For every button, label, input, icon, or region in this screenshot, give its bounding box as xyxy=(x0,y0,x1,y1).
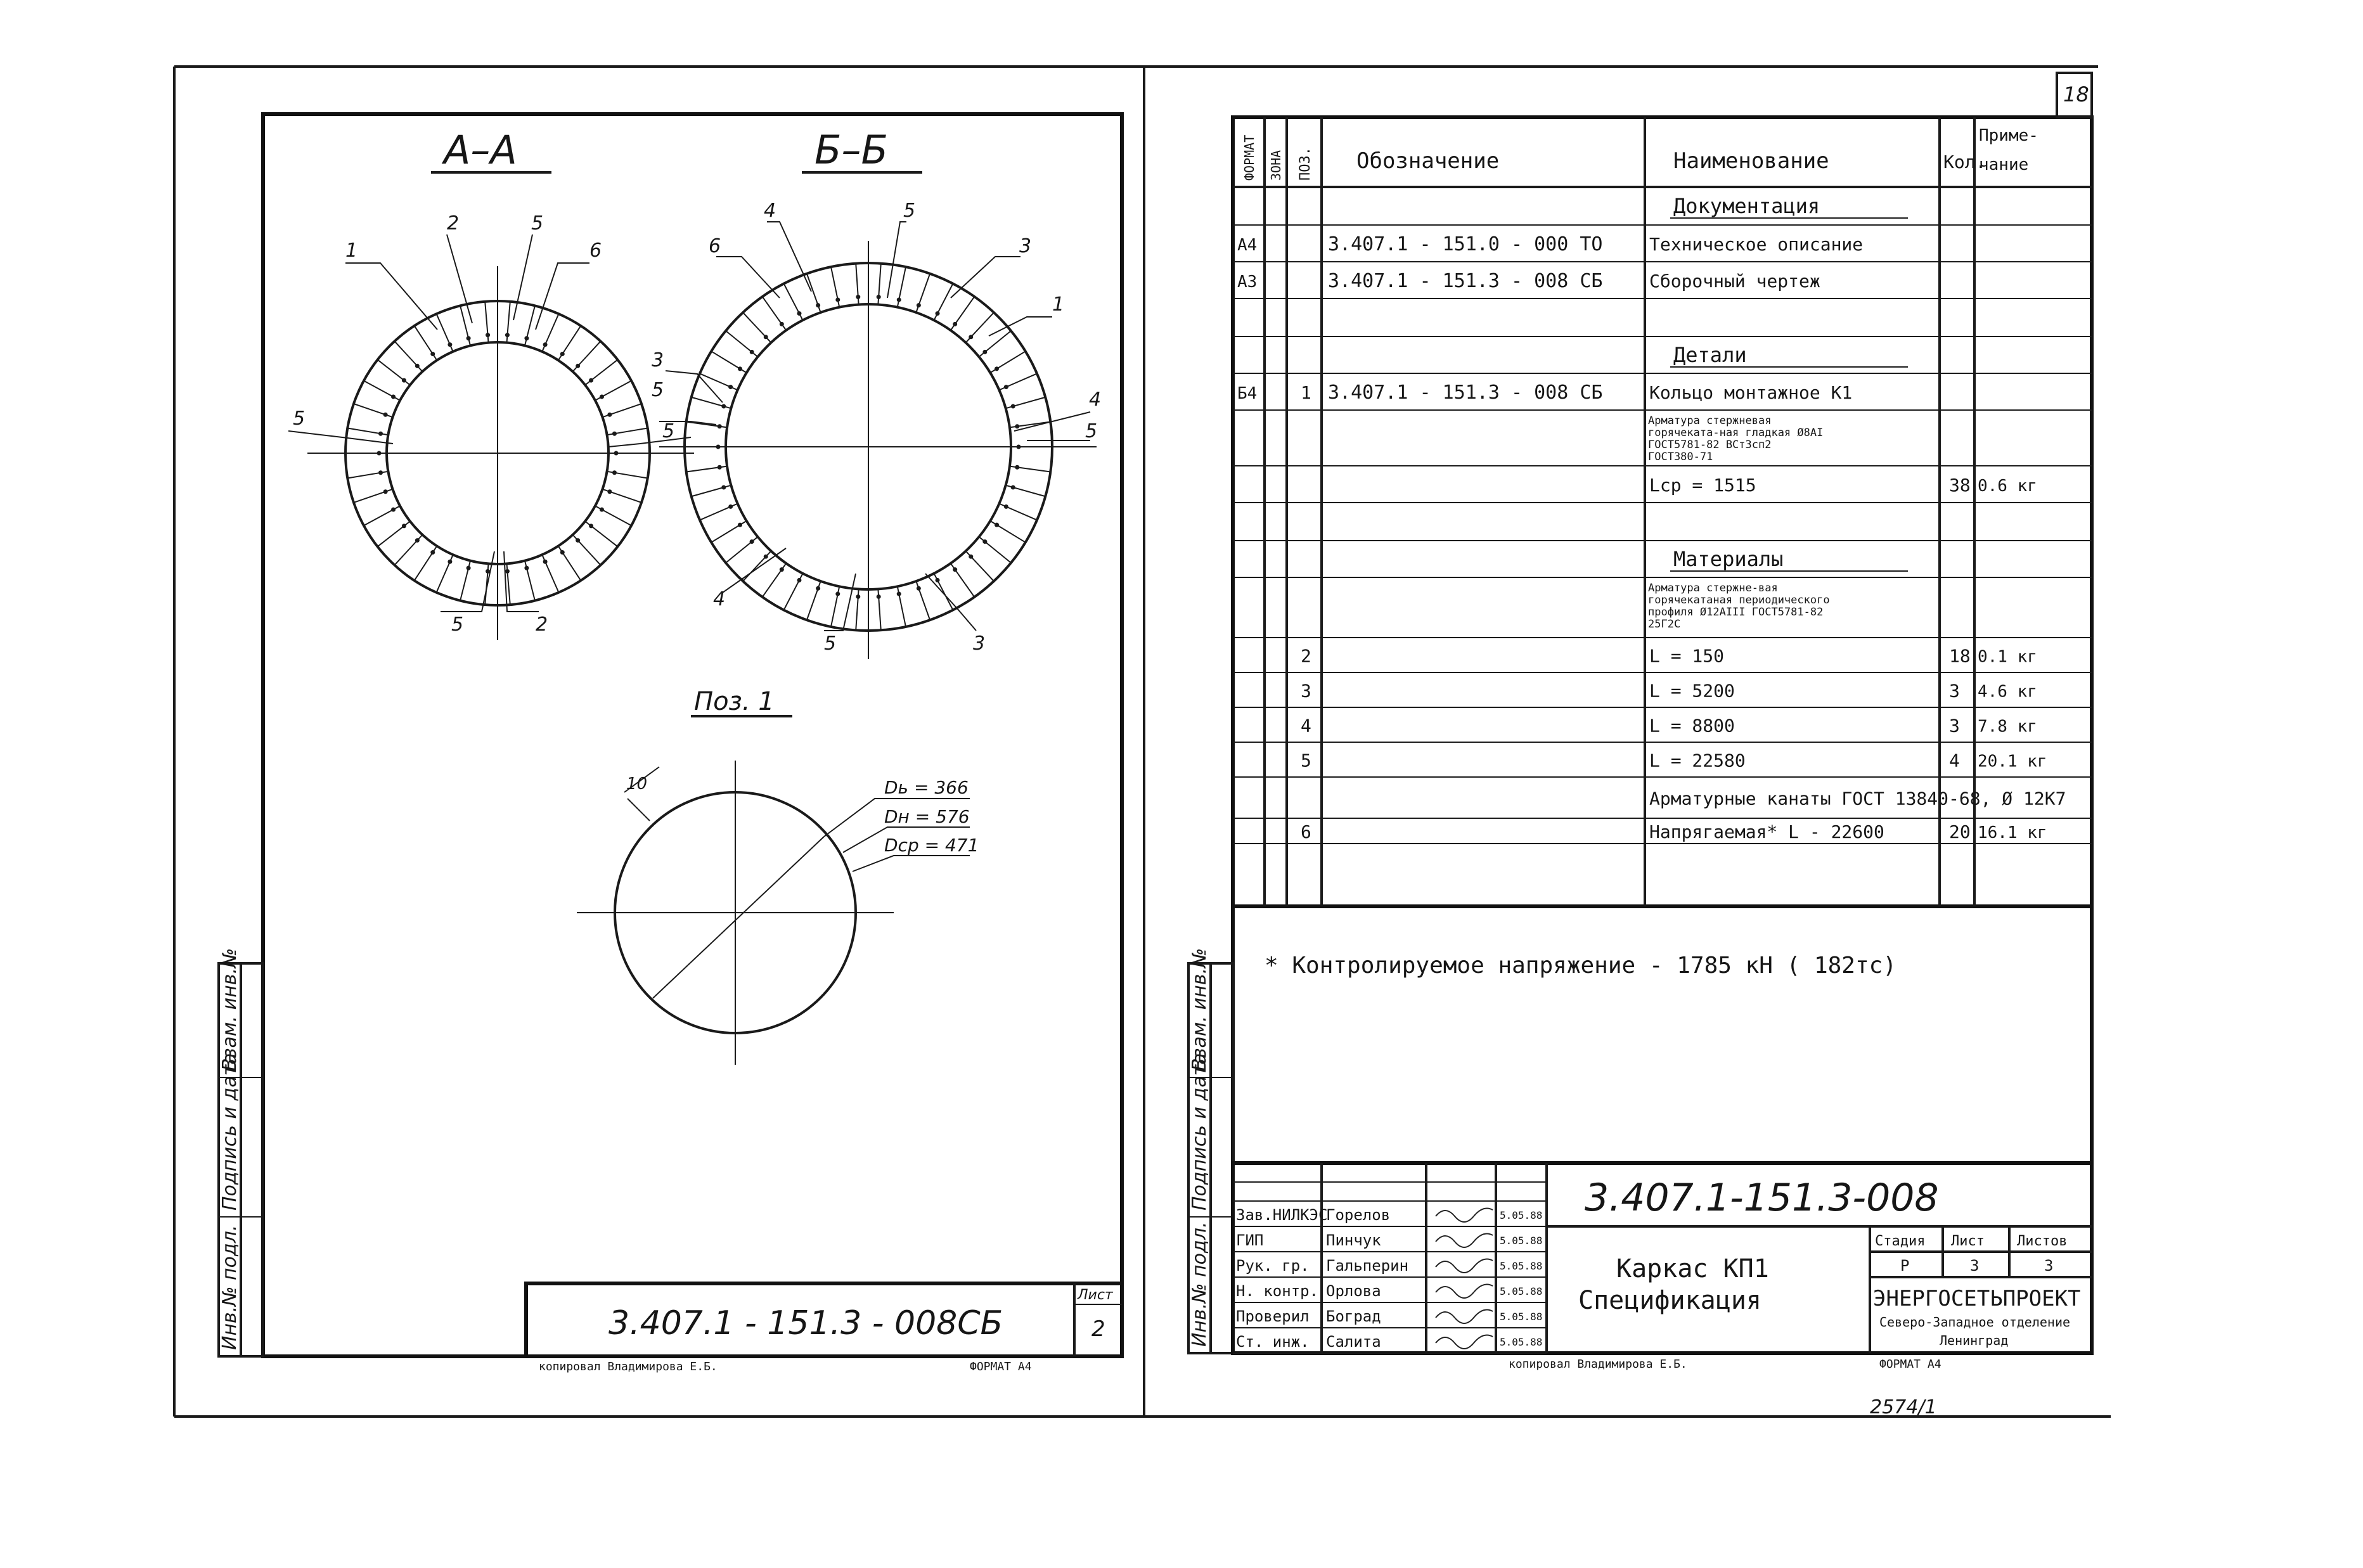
aa-bar-dot xyxy=(505,333,510,337)
left-side-strip xyxy=(219,948,263,1356)
bb-bar-dot xyxy=(982,539,987,544)
aa-bar-dot xyxy=(430,352,435,356)
bb-bar-dot xyxy=(835,592,840,596)
footnote: * Контролируемое напряжение - 1785 кН ( 182тс) xyxy=(1265,953,1896,979)
row-note: 20.1 кг xyxy=(1978,752,2047,771)
tb-name-1: Каркас КП1 xyxy=(1616,1254,1769,1283)
bb-bar-dot xyxy=(738,366,742,371)
row-name-small: Арматура стержневая xyxy=(1648,414,1772,427)
left-format: ФОРМАТ А4 xyxy=(970,1360,1032,1373)
aa-leader-5-right: 5 xyxy=(662,420,675,442)
tb-role: Зав.НИЛКЭС xyxy=(1236,1206,1328,1224)
bb-leader-3-left: 3 xyxy=(652,349,664,371)
spec-rows xyxy=(1237,194,2066,842)
row-designation: 3.407.1 - 151.3 - 008 СБ xyxy=(1328,270,1603,292)
bb-bar-dot xyxy=(897,297,901,302)
tb-date: 5.05.88 xyxy=(1500,1285,1543,1297)
aa-bar-dot xyxy=(560,352,565,356)
row-section-heading: Детали xyxy=(1673,343,1747,367)
tb-person: Боград xyxy=(1326,1308,1381,1325)
tb-sheet: 3 xyxy=(1970,1257,1980,1275)
aa-bar-dot xyxy=(415,538,420,543)
row-name-small: Арматура стержне-вая xyxy=(1648,582,1778,594)
aa-bar-dot xyxy=(391,508,396,512)
row-pos: 5 xyxy=(1301,750,1311,771)
bb-bar-dot xyxy=(718,465,722,470)
tb-org: ЭНЕРГОСЕТЬПРОЕКТ xyxy=(1873,1286,2081,1311)
section-bb xyxy=(652,127,1101,659)
bb-leader-4-right: 4 xyxy=(1089,389,1102,411)
row-designation: 3.407.1 - 151.0 - 000 ТО xyxy=(1328,233,1603,255)
bb-bar-dot xyxy=(936,578,940,582)
bb-bar-dot xyxy=(1011,485,1015,489)
aa-leader-5-bottom: 5 xyxy=(451,614,464,636)
aa-leader-5-left: 5 xyxy=(293,408,306,430)
bb-bar-dot xyxy=(982,350,987,354)
row-name: Сборочный чертеж xyxy=(1649,271,1820,292)
tb-person: Гальперин xyxy=(1326,1257,1409,1275)
bb-bar-dot xyxy=(969,555,973,559)
row-name: Напрягаемая* L - 22600 xyxy=(1649,821,1884,842)
sheet-corner-number: 18 xyxy=(2063,82,2089,106)
hdr-zone: ЗОНА xyxy=(1268,150,1284,181)
bb-leader-5-top: 5 xyxy=(903,200,916,222)
tb-role: ГИП xyxy=(1236,1231,1264,1249)
tb-sheets: 3 xyxy=(2044,1257,2054,1275)
aa-bar-dot xyxy=(447,342,452,347)
aa-bar-dot xyxy=(543,560,548,564)
side-label-vzam: Взам. инв.№ xyxy=(219,948,241,1071)
aa-leader-1: 1 xyxy=(345,240,358,262)
tb-signature xyxy=(1436,1310,1493,1323)
aa-bar-dot xyxy=(402,378,406,383)
position-1-detail xyxy=(577,687,979,1065)
bb-bar-dot xyxy=(738,523,742,527)
bb-leader-5-right: 5 xyxy=(1085,420,1098,442)
aa-leader-2-bottom: 2 xyxy=(536,614,548,636)
bb-bar-dot xyxy=(728,385,733,389)
archive-number: 2574/1 xyxy=(1870,1396,1937,1418)
dim-d-out: Dь = 366 xyxy=(884,777,969,798)
hdr-qty: Кол. xyxy=(1943,151,1986,172)
bb-bar-dot xyxy=(750,350,754,354)
bb-bar-dot xyxy=(1015,465,1019,470)
title-block xyxy=(1233,1163,2092,1418)
row-format: Б4 xyxy=(1237,384,1258,403)
bb-bar-dot xyxy=(953,322,957,326)
bb-bar-dot xyxy=(917,303,921,307)
left-stamp xyxy=(526,1283,1122,1373)
bb-leader-3-bottom: 3 xyxy=(973,633,986,655)
bb-bar-dot xyxy=(797,578,801,582)
aa-bar-dot xyxy=(402,524,406,528)
bb-bar-dot xyxy=(750,539,754,544)
row-qty: 20 xyxy=(1949,821,1971,842)
row-name-small: 25Г2С xyxy=(1648,618,1681,631)
row-section-heading: Материалы xyxy=(1673,547,1784,571)
row-name-small: профиля Ø12АIII ГОСТ5781-82 xyxy=(1648,606,1824,619)
row-format: А3 xyxy=(1237,273,1258,292)
bb-leader-5-left: 5 xyxy=(652,379,664,401)
tb-sheets-label: Листов xyxy=(2017,1233,2068,1249)
aa-bar-dot xyxy=(589,378,593,383)
bb-bar-dot xyxy=(897,592,901,596)
bb-bar-dot xyxy=(995,523,999,527)
aa-bar-dot xyxy=(524,336,529,340)
aa-bar-dot xyxy=(391,394,396,399)
bb-bar-dot xyxy=(835,297,840,302)
bb-bar-dot xyxy=(721,404,726,409)
row-name: L = 22580 xyxy=(1649,750,1746,771)
tb-date: 5.05.88 xyxy=(1500,1235,1543,1247)
tb-stage-label: Стадия xyxy=(1875,1233,1926,1249)
aa-bar-dot xyxy=(505,569,510,574)
side-label-sign: Подпись и дата xyxy=(219,1053,241,1211)
tb-person: Горелов xyxy=(1326,1206,1391,1224)
row-pos: 1 xyxy=(1301,382,1311,403)
pos1-title: Поз. 1 xyxy=(694,687,775,716)
tb-date: 5.05.88 xyxy=(1500,1209,1543,1221)
row-pos: 3 xyxy=(1301,680,1311,702)
tb-sheet-label: Лист xyxy=(1951,1233,1985,1249)
bb-bar-dot xyxy=(764,335,768,339)
aa-bar-dot xyxy=(607,489,612,494)
aa-bar-dot xyxy=(378,432,383,436)
left-stamp-title: 3.407.1 - 151.3 - 008СБ xyxy=(608,1304,1003,1342)
tb-org-sub2: Ленинград xyxy=(1940,1333,2009,1348)
tb-signature xyxy=(1436,1209,1493,1222)
aa-bar-dot xyxy=(589,524,593,528)
tb-signature xyxy=(1436,1259,1493,1273)
left-stamp-sheet-label: Лист xyxy=(1078,1287,1113,1303)
row-name-small: ГОСТ380-71 xyxy=(1648,451,1713,463)
bb-leader-5-bottom: 5 xyxy=(824,633,837,655)
tb-person: Салита xyxy=(1326,1333,1381,1351)
row-note: 4.6 кг xyxy=(1978,682,2037,702)
aa-bar-dot xyxy=(543,342,548,347)
aa-bar-dot xyxy=(383,413,388,417)
bb-leader-3-top: 3 xyxy=(1019,235,1032,257)
dim-d-sr: Dср = 471 xyxy=(884,835,979,856)
aa-bar-dot xyxy=(612,432,617,436)
row-note: 0.6 кг xyxy=(1978,477,2037,496)
hdr-format: ФОРМАТ xyxy=(1242,134,1257,181)
row-designation: 3.407.1 - 151.3 - 008 СБ xyxy=(1328,382,1603,404)
section-bb-title: Б–Б xyxy=(814,127,889,173)
tb-stage: Р xyxy=(1900,1257,1910,1275)
hdr-pos: ПОЗ. xyxy=(1297,147,1313,181)
row-name-small: ГОСТ5781-82 ВСт3сп2 xyxy=(1648,439,1772,451)
bb-bar-dot xyxy=(877,594,881,599)
row-note: 16.1 кг xyxy=(1978,823,2047,842)
row-qty: 38 xyxy=(1949,475,1971,496)
aa-bar-dot xyxy=(576,538,580,543)
left-copied-by: копировал Владимирова Е.Б. xyxy=(539,1360,718,1373)
bb-bar-dot xyxy=(1011,404,1015,409)
tb-role: Рук. гр. xyxy=(1236,1257,1310,1275)
tb-role: Ст. инж. xyxy=(1236,1333,1310,1351)
right-copied-by: копировал Владимирова Е.Б. xyxy=(1509,1358,1687,1371)
tb-date: 5.05.88 xyxy=(1500,1260,1543,1272)
right-format: ФОРМАТ А4 xyxy=(1879,1358,1941,1371)
aa-leader-6: 6 xyxy=(589,240,602,262)
hdr-designation: Обозначение xyxy=(1356,148,1500,174)
aa-bar-dot xyxy=(576,364,580,368)
row-pos: 6 xyxy=(1301,821,1311,842)
aa-bar-dot xyxy=(467,336,471,340)
aa-bar-dot xyxy=(467,566,471,570)
tb-person: Пинчук xyxy=(1326,1231,1381,1249)
row-format: А4 xyxy=(1237,236,1258,255)
tb-org-sub1: Северо-Западное отделение xyxy=(1879,1314,2071,1330)
bb-bar-dot xyxy=(856,594,860,599)
row-name: L = 5200 xyxy=(1649,680,1735,702)
section-aa xyxy=(288,127,694,640)
row-section-heading: Документация xyxy=(1673,194,1820,218)
bb-bar-dot xyxy=(936,311,940,316)
bb-bar-dot xyxy=(721,485,726,489)
bb-leader-4-bottom: 4 xyxy=(713,588,726,610)
row-pos: 2 xyxy=(1301,645,1311,667)
bb-bar-dot xyxy=(764,555,768,559)
dim-d-n: Dн = 576 xyxy=(884,806,970,827)
row-name: Lср = 1515 xyxy=(1649,475,1756,496)
bb-bar-dot xyxy=(816,303,820,307)
tb-signature xyxy=(1436,1234,1493,1247)
left-stamp-sheet-num: 2 xyxy=(1091,1316,1105,1342)
bb-leader-6: 6 xyxy=(709,235,721,257)
tb-signature xyxy=(1436,1335,1493,1349)
aa-bar-dot xyxy=(383,489,388,494)
aa-bar-dot xyxy=(560,550,565,555)
aa-leader-2: 2 xyxy=(447,212,460,235)
row-name: Техническое описание xyxy=(1649,234,1864,255)
section-aa-title: А–А xyxy=(444,127,517,173)
bb-bar-dot xyxy=(718,424,722,428)
bb-bar-dot xyxy=(969,335,973,339)
tb-signature xyxy=(1436,1285,1493,1298)
aa-bar-dot xyxy=(378,470,383,475)
aa-bar-dot xyxy=(524,566,529,570)
bb-bar-dot xyxy=(816,586,820,591)
bb-bar-dot xyxy=(995,366,999,371)
right-side-label-sign: Подпись и дата xyxy=(1188,1053,1211,1211)
row-note: 7.8 кг xyxy=(1978,717,2037,736)
bb-bar-dot xyxy=(877,295,881,299)
bb-bar-dot xyxy=(797,311,801,316)
tb-date: 5.05.88 xyxy=(1500,1311,1543,1323)
row-name-small: горячеката-ная гладкая Ø8АI xyxy=(1648,427,1824,439)
bb-bar-dot xyxy=(728,504,733,509)
aa-bar-dot xyxy=(600,508,604,512)
row-qty: 18 xyxy=(1949,645,1971,667)
bb-bar-dot xyxy=(780,322,784,326)
bb-bar-dot xyxy=(780,567,784,572)
aa-bar-dot xyxy=(607,413,612,417)
bb-bar-dot xyxy=(856,295,860,299)
aa-bar-dot xyxy=(430,550,435,555)
aa-bar-dot xyxy=(447,560,452,564)
right-side-label-inv: Инв.№ подл. xyxy=(1188,1221,1211,1347)
tb-role: Н. контр. xyxy=(1236,1282,1319,1300)
aa-leader-5: 5 xyxy=(531,212,544,235)
row-pos: 4 xyxy=(1301,715,1311,736)
row-note: 0.1 кг xyxy=(1978,647,2037,667)
left-sheet xyxy=(219,114,1122,1373)
row-qty: 3 xyxy=(1949,715,1960,736)
aa-bar-dot xyxy=(486,333,490,337)
bb-bar-dot xyxy=(953,567,957,572)
tb-role: Проверил xyxy=(1236,1308,1310,1325)
tb-code: 3.407.1-151.3-008 xyxy=(1585,1176,1939,1220)
row-qty: 4 xyxy=(1949,750,1960,771)
tb-date: 5.05.88 xyxy=(1500,1336,1543,1348)
hdr-note-2: чание xyxy=(1979,155,2029,174)
dim-10: 10 xyxy=(626,774,648,794)
tb-name-2: Спецификация xyxy=(1578,1286,1761,1315)
row-name: Арматурные канаты ГОСТ 13840-68, Ø 12К7 xyxy=(1649,788,2066,809)
bb-leader-1: 1 xyxy=(1052,293,1065,316)
row-name: L = 150 xyxy=(1649,645,1725,667)
hdr-name: Наименование xyxy=(1673,148,1829,174)
right-side-strip xyxy=(1188,948,1233,1353)
spec-table xyxy=(1233,117,2092,906)
row-name: Кольцо монтажное К1 xyxy=(1649,382,1853,403)
row-name: L = 8800 xyxy=(1649,715,1735,736)
bb-bar-dot xyxy=(1004,385,1008,389)
bb-leader-4: 4 xyxy=(764,200,776,222)
right-sheet xyxy=(1188,73,2092,1418)
right-side-label-vzam: Взам. инв.№ xyxy=(1188,948,1211,1071)
aa-bar-dot xyxy=(415,364,420,368)
aa-bar-dot xyxy=(612,470,617,475)
side-label-inv: Инв.№ подл. xyxy=(219,1224,241,1350)
bb-bar-dot xyxy=(1015,424,1019,428)
row-qty: 3 xyxy=(1949,680,1960,702)
bb-bar-dot xyxy=(917,586,921,591)
tb-person: Орлова xyxy=(1326,1282,1381,1300)
row-name-small: горячекатаная периодического xyxy=(1648,594,1830,607)
bb-bar-dot xyxy=(1004,504,1008,509)
hdr-note-1: Приме- xyxy=(1979,126,2038,145)
aa-bar-dot xyxy=(600,394,604,399)
